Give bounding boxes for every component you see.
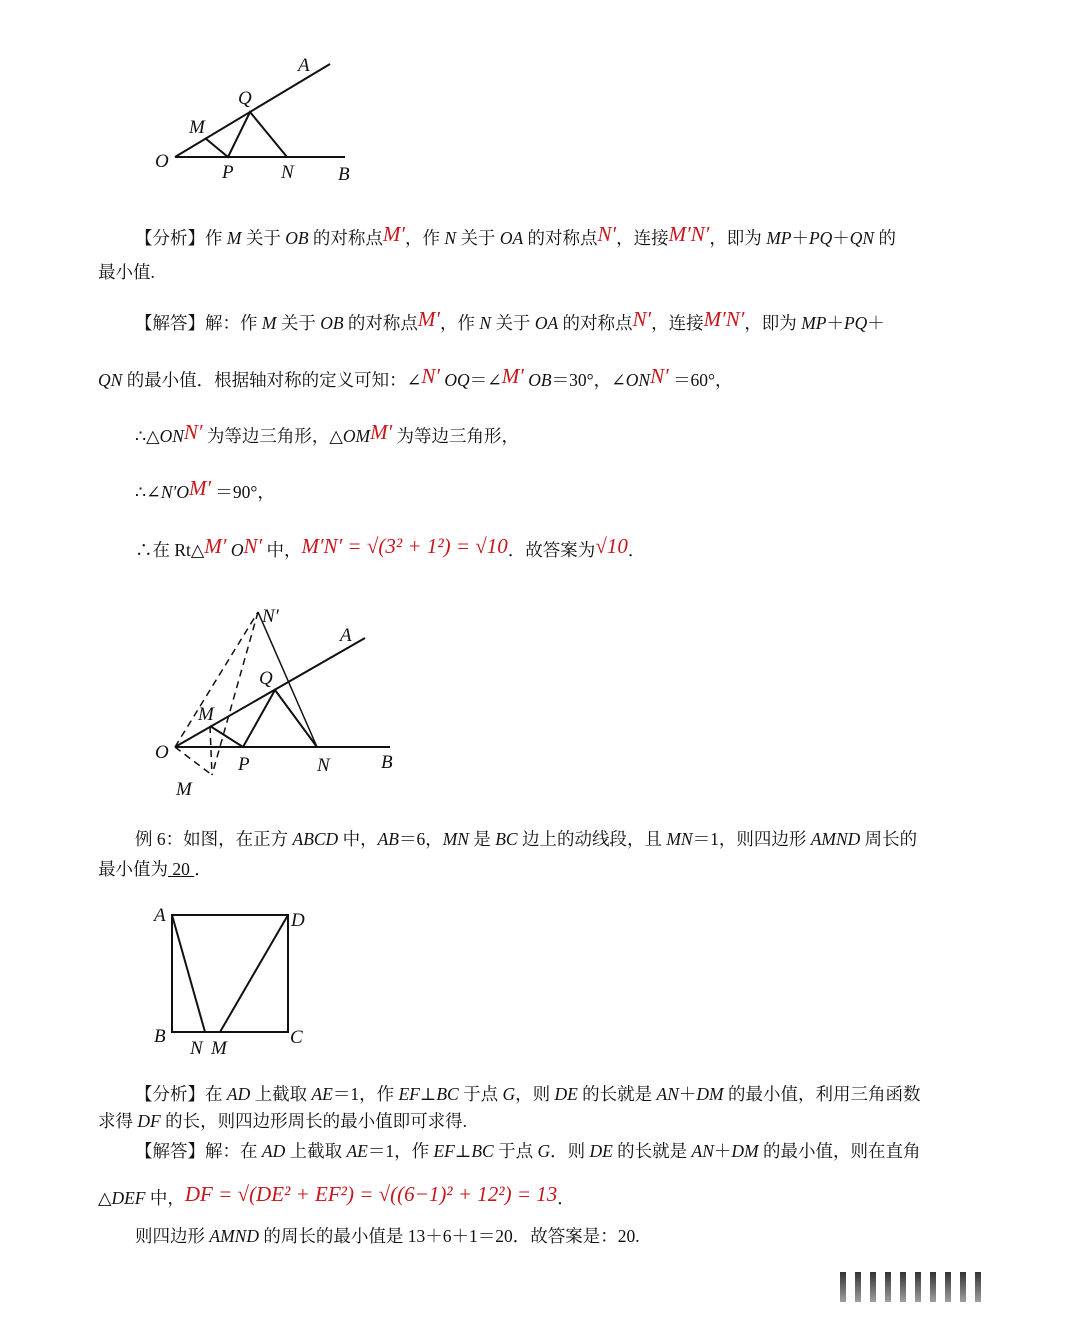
text-segment: OB bbox=[285, 228, 309, 248]
text-line bbox=[98, 364, 733, 392]
text-segment: 最小值. bbox=[98, 262, 155, 282]
text-segment: 中， bbox=[338, 829, 378, 849]
text-segment: 的对称点 bbox=[558, 313, 633, 333]
text-segment: MN bbox=[666, 829, 693, 849]
svg-text:B: B bbox=[338, 164, 350, 185]
text-segment: M bbox=[261, 313, 277, 333]
text-segment: ，作 bbox=[440, 313, 480, 333]
text-segment: 的对称点 bbox=[343, 313, 418, 333]
text-segment: OQ bbox=[439, 370, 470, 390]
svg-text:O: O bbox=[155, 742, 169, 763]
svg-text:B: B bbox=[381, 752, 393, 773]
svg-text:M: M bbox=[176, 779, 192, 800]
formula-segment: N′ bbox=[421, 364, 440, 388]
svg-text:Q: Q bbox=[238, 88, 252, 109]
text-segment: N′O bbox=[160, 482, 189, 502]
text-segment: 为等边三角形，△ bbox=[202, 426, 343, 446]
text-segment: 的对称点 bbox=[523, 228, 598, 248]
formula-segment: M′N′ = √(3² + 1²) = √10 bbox=[301, 534, 508, 558]
formula-segment: N′ bbox=[243, 534, 263, 558]
text-line bbox=[135, 222, 896, 250]
text-line bbox=[98, 1109, 467, 1133]
svg-text:N: N bbox=[317, 755, 330, 776]
text-line bbox=[98, 857, 212, 881]
text-segment: 关于 bbox=[491, 313, 535, 333]
watermark bbox=[840, 1270, 1060, 1304]
svg-text:N: N bbox=[190, 1038, 203, 1059]
text-segment: BC bbox=[436, 1084, 459, 1104]
text-segment: 的长就是 bbox=[612, 1141, 692, 1161]
text-segment: 【解答】解：在 bbox=[135, 1141, 262, 1161]
text-segment: 最小值为 bbox=[98, 859, 168, 879]
text-segment: ． bbox=[194, 859, 212, 879]
figure-1-labels bbox=[155, 55, 350, 185]
text-segment: ＝90°， bbox=[211, 482, 275, 502]
formula-segment: M′ bbox=[188, 476, 212, 500]
text-line bbox=[135, 534, 645, 562]
text-segment: OB bbox=[320, 313, 344, 333]
text-segment: 上截取 bbox=[250, 1084, 312, 1104]
svg-text:P: P bbox=[238, 754, 250, 775]
text-segment: AN bbox=[656, 1084, 679, 1104]
svg-text:Q: Q bbox=[259, 668, 273, 689]
text-segment: MN bbox=[442, 829, 469, 849]
text-segment: G bbox=[537, 1141, 551, 1161]
formula-segment: M′ bbox=[370, 420, 393, 444]
formula-segment: M′ bbox=[501, 364, 524, 388]
text-line bbox=[98, 260, 155, 284]
text-segment: ∴在 Rt△ bbox=[135, 540, 205, 560]
text-segment: N bbox=[479, 313, 492, 333]
svg-text:M: M bbox=[189, 117, 205, 138]
svg-text:O: O bbox=[155, 151, 169, 172]
text-segment: OA bbox=[499, 228, 524, 248]
text-segment: DM bbox=[731, 1141, 759, 1161]
text-segment: 中， bbox=[262, 540, 302, 560]
text-segment: MP bbox=[766, 228, 792, 248]
text-segment: 关于 bbox=[241, 228, 286, 248]
text-segment: ＝30°，∠ bbox=[551, 370, 626, 390]
text-segment: 为等边三角形， bbox=[392, 426, 520, 446]
text-segment: BC bbox=[495, 829, 518, 849]
text-segment: ，则 bbox=[515, 1084, 555, 1104]
svg-text:M: M bbox=[198, 704, 214, 725]
text-segment: G bbox=[502, 1084, 516, 1104]
formula-segment: DF = √(DE² + EF²) = √((6−1)² + 12²) = 13 bbox=[184, 1182, 558, 1206]
text-segment: ⊥ bbox=[419, 1084, 437, 1104]
text-segment: EF bbox=[433, 1141, 455, 1161]
text-segment: 周长的 bbox=[860, 829, 918, 849]
svg-text:P: P bbox=[222, 162, 234, 183]
svg-text:M: M bbox=[211, 1038, 227, 1059]
text-segment: ⊥ bbox=[454, 1141, 472, 1161]
text-segment: 上截取 bbox=[285, 1141, 347, 1161]
text-segment: BC bbox=[471, 1141, 494, 1161]
text-segment: △ bbox=[98, 1188, 112, 1208]
svg-text:A: A bbox=[154, 905, 166, 926]
text-segment: 是 bbox=[468, 829, 496, 849]
text-segment: AE bbox=[346, 1141, 368, 1161]
text-segment: AD bbox=[226, 1084, 251, 1104]
text-segment: ABCD bbox=[292, 829, 339, 849]
text-segment: 的对称点 bbox=[308, 228, 383, 248]
text-segment: DE bbox=[554, 1084, 578, 1104]
text-segment: AMND bbox=[810, 829, 861, 849]
svg-text:N′: N′ bbox=[262, 606, 279, 627]
text-segment: 的最小值，利用三角函数 bbox=[723, 1084, 921, 1104]
text-segment: 例 6：如图，在正方 bbox=[135, 829, 293, 849]
text-segment: 则四边形 bbox=[135, 1226, 210, 1246]
text-segment: 关于 bbox=[276, 313, 321, 333]
text-segment: QN bbox=[849, 228, 875, 248]
text-segment: 的长，则四边形周长的最小值即可求得. bbox=[160, 1111, 467, 1131]
text-segment: OB bbox=[523, 370, 552, 390]
figure-3 bbox=[172, 915, 288, 1032]
figure-2 bbox=[175, 612, 390, 775]
text-segment: OA bbox=[534, 313, 559, 333]
text-segment: DEF bbox=[111, 1188, 146, 1208]
text-segment: MP bbox=[801, 313, 827, 333]
text-segment: ，即为 bbox=[744, 313, 802, 333]
text-segment: OM bbox=[342, 426, 371, 446]
text-segment: M bbox=[226, 228, 242, 248]
formula-segment: M′ bbox=[382, 222, 405, 246]
text-segment: AMND bbox=[209, 1226, 259, 1246]
text-segment: 求得 bbox=[98, 1111, 138, 1131]
svg-text:N: N bbox=[281, 162, 294, 183]
text-line bbox=[135, 1224, 640, 1248]
text-segment: DM bbox=[696, 1084, 724, 1104]
text-segment: 的最小值．根据轴对称的定义可知：∠ bbox=[122, 370, 422, 390]
text-segment: DF bbox=[137, 1111, 161, 1131]
svg-text:A: A bbox=[298, 55, 310, 76]
text-segment: ＝1，作 bbox=[367, 1141, 434, 1161]
formula-segment: M′ bbox=[417, 307, 440, 331]
text-segment: ，即为 bbox=[709, 228, 767, 248]
text-segment: 20 bbox=[168, 859, 195, 879]
formula-segment: M′ bbox=[204, 534, 227, 558]
text-segment: 边上的动线段，且 bbox=[517, 829, 667, 849]
text-segment: 中， bbox=[145, 1188, 185, 1208]
text-segment: ON bbox=[625, 370, 651, 390]
text-segment: ．则 bbox=[550, 1141, 590, 1161]
text-segment: ．故答案为 bbox=[507, 540, 596, 560]
text-segment: 【解答】解：作 bbox=[135, 313, 262, 333]
text-segment: ＋ bbox=[791, 228, 809, 248]
formula-segment: N′ bbox=[650, 364, 669, 388]
text-segment: ，连接 bbox=[651, 313, 704, 333]
text-segment: 的最小值，则在直角 bbox=[758, 1141, 921, 1161]
formula-segment: √10 bbox=[595, 534, 628, 558]
text-segment: PQ bbox=[843, 313, 868, 333]
svg-text:D: D bbox=[291, 910, 305, 931]
text-segment: ＝6， bbox=[398, 829, 443, 849]
text-segment: ∴∠ bbox=[135, 482, 161, 502]
text-segment: ∴△ bbox=[135, 426, 160, 446]
text-segment: 关于 bbox=[456, 228, 500, 248]
text-segment: AB bbox=[377, 829, 399, 849]
text-line bbox=[135, 827, 917, 851]
text-segment: AD bbox=[261, 1141, 286, 1161]
figure-2-labels bbox=[155, 606, 393, 800]
text-line bbox=[135, 420, 519, 448]
formula-segment: N′ bbox=[597, 222, 617, 246]
text-segment: O bbox=[226, 540, 244, 560]
text-line bbox=[135, 1139, 921, 1163]
formula-segment: M′N′ bbox=[668, 222, 710, 246]
text-segment: ＋ bbox=[826, 313, 844, 333]
text-segment: ＋ bbox=[713, 1141, 732, 1161]
text-line bbox=[135, 1082, 921, 1106]
text-segment: ＝1，则四边形 bbox=[692, 829, 811, 849]
formula-segment: M′N′ bbox=[703, 307, 745, 331]
text-segment: 的长就是 bbox=[577, 1084, 657, 1104]
figure-1 bbox=[175, 64, 345, 157]
text-segment: ，作 bbox=[405, 228, 445, 248]
text-segment: 【分析】作 bbox=[135, 228, 227, 248]
text-segment: ON bbox=[159, 426, 184, 446]
text-segment: ＝60°， bbox=[668, 370, 733, 390]
text-line bbox=[135, 307, 885, 335]
text-segment: 的 bbox=[874, 228, 896, 248]
text-segment: EF bbox=[398, 1084, 420, 1104]
text-segment: 【分析】在 bbox=[135, 1084, 227, 1104]
formula-segment: N′ bbox=[183, 420, 203, 444]
text-segment: DE bbox=[589, 1141, 613, 1161]
text-segment: ＋ bbox=[867, 313, 885, 333]
text-segment: ，连接 bbox=[616, 228, 669, 248]
text-segment: ＝∠ bbox=[469, 370, 502, 390]
text-segment: ． bbox=[627, 540, 646, 560]
text-segment: ． bbox=[557, 1188, 575, 1208]
text-segment: QN bbox=[98, 370, 123, 390]
text-segment: ＋ bbox=[678, 1084, 697, 1104]
formula-segment: N′ bbox=[632, 307, 652, 331]
svg-text:B: B bbox=[154, 1026, 166, 1047]
svg-text:A: A bbox=[340, 625, 352, 646]
text-segment: PQ bbox=[808, 228, 833, 248]
text-segment: ＝1，作 bbox=[332, 1084, 399, 1104]
text-segment: 于点 bbox=[493, 1141, 538, 1161]
text-segment: 于点 bbox=[458, 1084, 503, 1104]
text-segment: N bbox=[444, 228, 457, 248]
text-segment: AE bbox=[311, 1084, 333, 1104]
text-segment: ＋ bbox=[832, 228, 850, 248]
svg-text:C: C bbox=[290, 1027, 303, 1048]
text-segment: 的周长的最小值是 13＋6＋1＝20．故答案是：20. bbox=[258, 1226, 640, 1246]
text-line bbox=[135, 476, 275, 504]
text-line bbox=[98, 1182, 575, 1210]
text-segment: AN bbox=[691, 1141, 714, 1161]
